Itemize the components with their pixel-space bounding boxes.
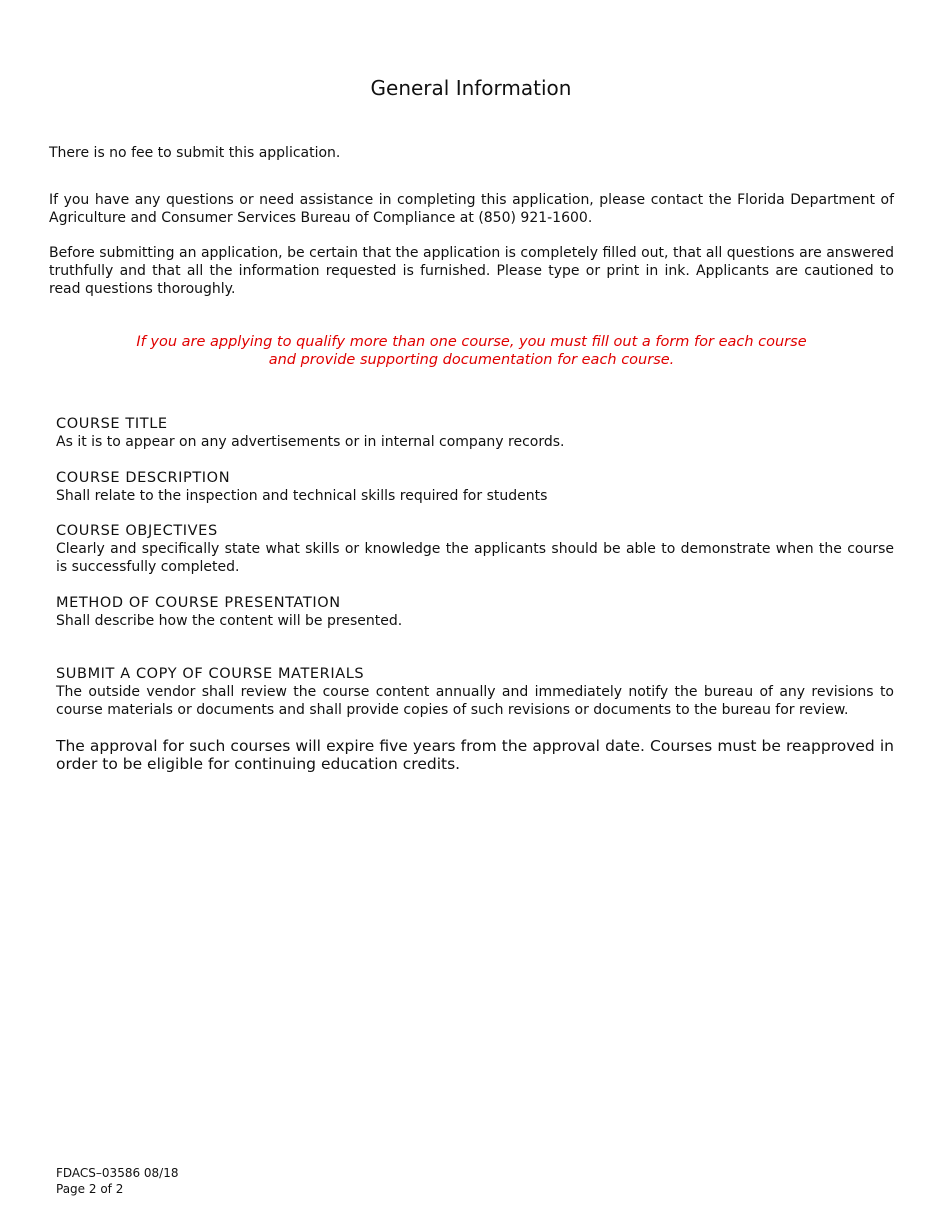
page-title: General Information <box>370 76 572 100</box>
section-text-method: Shall describe how the content will be presented. <box>56 613 403 629</box>
page-number: Page 2 of 2 <box>56 1182 124 1196</box>
section-heading-course-objectives: COURSE OBJECTIVES <box>56 523 218 539</box>
section-text-materials: The outside vendor shall review the course content annually and immediately notify the bureau of any revisions to course materials or documents and shall provide copies of such revisions or documents to the bureau for review. <box>56 684 894 718</box>
section-text-course-title: As it is to appear on any advertisements or in internal company records. <box>56 434 565 450</box>
form-number: FDACS–03586 08/18 <box>56 1166 179 1180</box>
section-heading-materials: SUBMIT A COPY OF COURSE MATERIALS <box>56 666 365 682</box>
notice-line-2: and provide supporting documentation for each course. <box>268 352 675 368</box>
approval-note: The approval for such courses will expire five years from the approval date. Courses must be reapproved in order to be eligible for continuing education credits. <box>56 737 894 773</box>
section-heading-method: METHOD OF COURSE PRESENTATION <box>56 595 341 611</box>
section-text-course-description: Shall relate to the inspection and technical skills required for students <box>56 488 548 504</box>
instructions-paragraph: Before submitting an application, be certain that the application is completely filled out, that all questions are answered truthfully and that all the information requested is furnished. Please type or print in ink. Applicants are cautioned to read questions thoroughly. <box>49 245 894 297</box>
contact-paragraph: If you have any questions or need assistance in completing this application, please contact the Florida Department of Agriculture and Consumer Services Bureau of Compliance at (850) 921-1600. <box>49 192 894 226</box>
fee-paragraph: There is no fee to submit this application. <box>49 145 341 161</box>
section-text-course-objectives: Clearly and specifically state what skills or knowledge the applicants should be able to demonstrate when the course is successfully completed. <box>56 541 894 575</box>
section-heading-course-title: COURSE TITLE <box>56 416 168 432</box>
notice-line-1: If you are applying to qualify more than one course, you must fill out a form for each course <box>136 334 807 350</box>
section-heading-course-description: COURSE DESCRIPTION <box>56 470 231 486</box>
